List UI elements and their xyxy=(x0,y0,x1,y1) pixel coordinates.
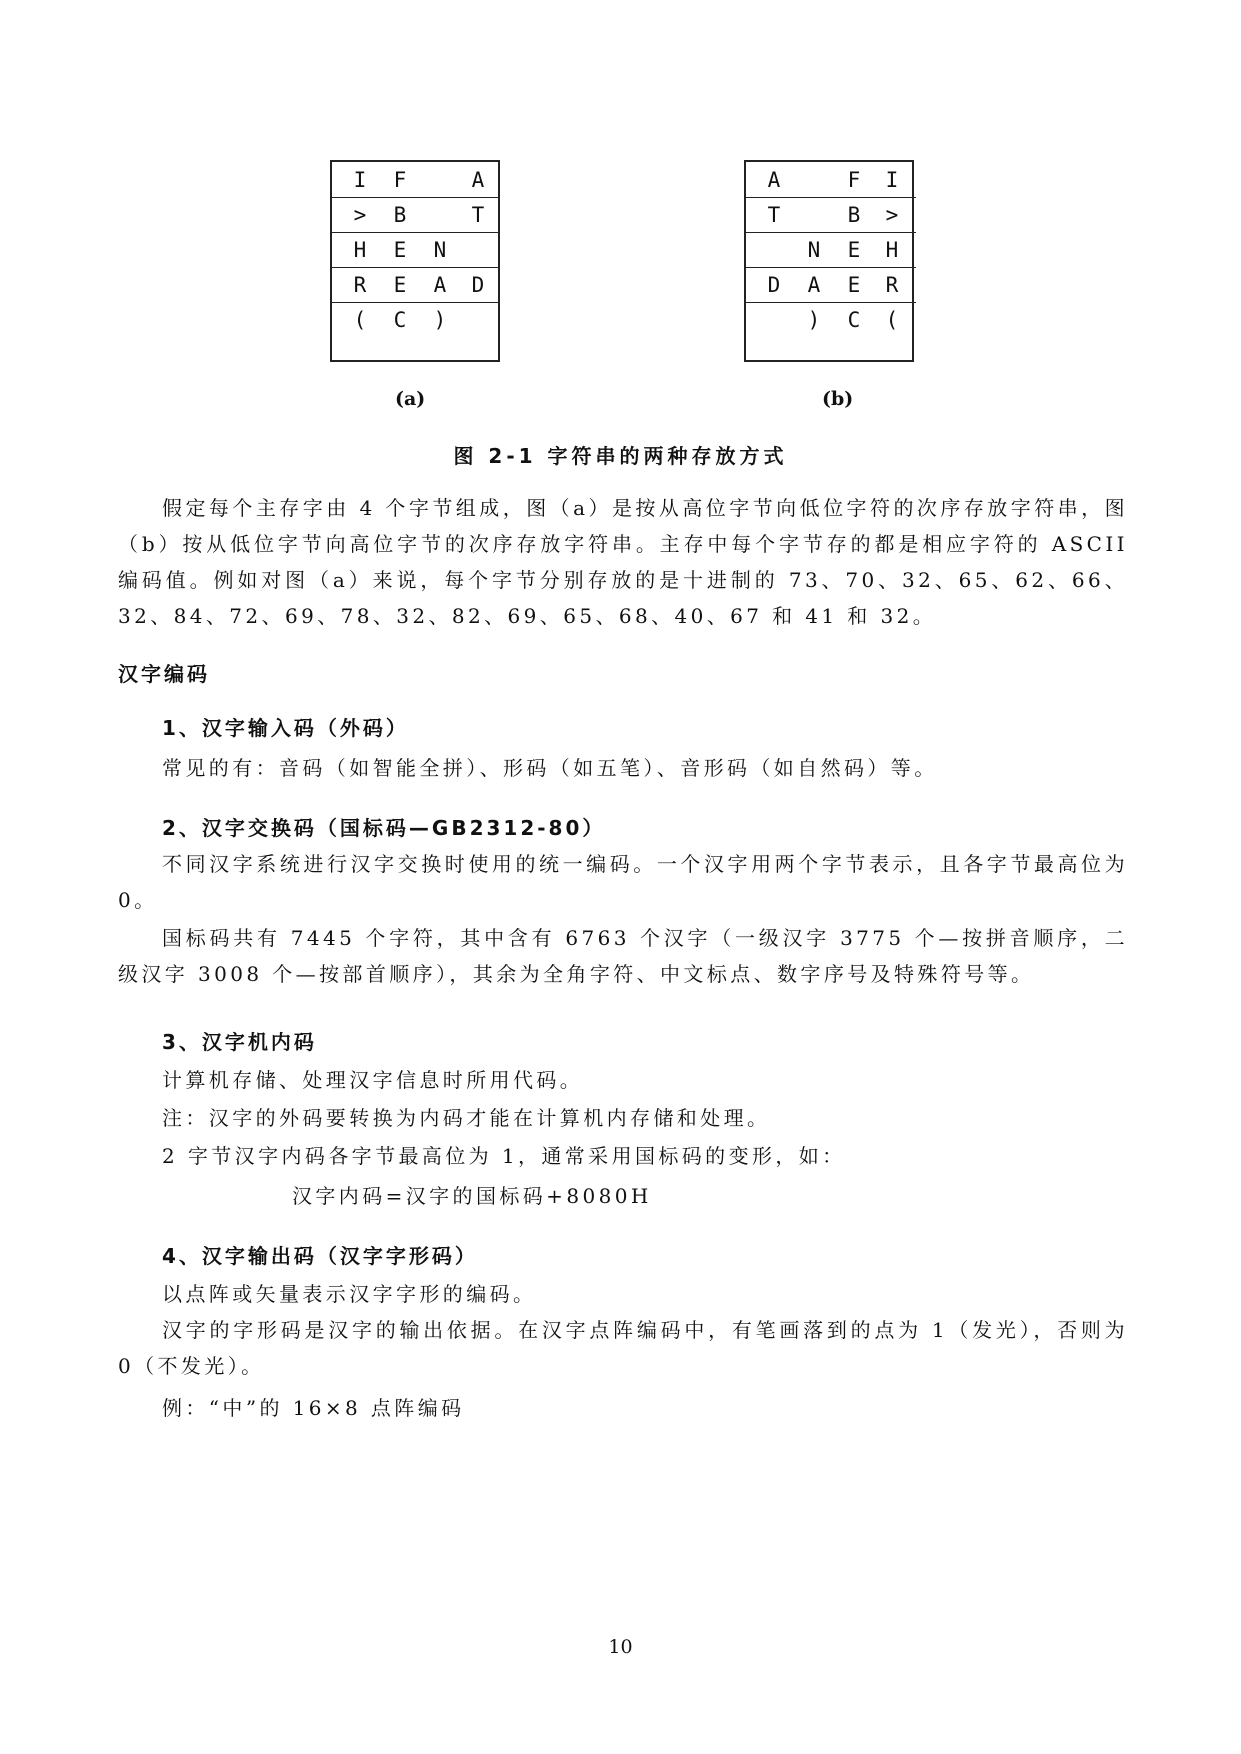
paragraph-storage-order: 假定每个主存字由 4 个字节组成，图（a）是按从高位字节向低位字符的次序存放字符串，图（b）按从低位字节向高位字节的次序存放字符串。主存中每个字节存的都是相应字符的 ASCII 编码值。例如对图（a）来说，每个字节分别存放的是十进制的 73、70、32、65、62、66、32、84、72、69、78、32、82、69、65、68、40、67 和 41 和 32。 xyxy=(118,496,1128,628)
section-title: 汉字编码 xyxy=(118,662,210,686)
byte-cell: H xyxy=(885,238,899,262)
byte-cell: T xyxy=(767,203,781,227)
memory-word-row xyxy=(746,302,912,338)
text-internal-code-2: 注：汉字的外码要转换为内码才能在计算机内存储和处理。 xyxy=(162,1106,771,1130)
byte-cell: C xyxy=(393,308,407,332)
byte-cell: E xyxy=(847,273,861,297)
memory-word-row xyxy=(332,162,498,198)
memory-word-row xyxy=(332,302,498,338)
byte-cell: R xyxy=(353,273,367,297)
memory-word-row xyxy=(746,197,912,233)
text-internal-code-1: 计算机存储、处理汉字信息时所用代码。 xyxy=(162,1068,584,1092)
text-output-code-3: 例：“中”的 16×8 点阵编码 xyxy=(162,1396,465,1420)
byte-cell: C xyxy=(847,308,861,332)
text-input-code: 常见的有：音码（如智能全拼）、形码（如五笔）、音形码（如自然码）等。 xyxy=(162,756,938,780)
memory-table-b xyxy=(744,160,914,362)
memory-word-row xyxy=(332,197,498,233)
memory-word-row xyxy=(746,232,912,268)
heading-input-code: 1、汉字输入码（外码） xyxy=(162,716,409,740)
byte-cell: N xyxy=(807,238,821,262)
text-output-code-2: 汉字的字形码是汉字的输出依据。在汉字点阵编码中，有笔画落到的点为 1（发光），否则为 0（不发光）。 xyxy=(118,1318,1128,1378)
figure-caption: 图 2-1 字符串的两种存放方式 xyxy=(453,444,788,468)
formula-internal-code: 汉字内码=汉字的国标码+8080H xyxy=(292,1184,652,1208)
memory-word-row xyxy=(746,162,912,198)
heading-internal-code: 3、汉字机内码 xyxy=(162,1030,317,1054)
byte-cell: D xyxy=(471,273,485,297)
text-internal-code-3: 2 字节汉字内码各字节最高位为 1，通常采用国标码的变形，如： xyxy=(162,1144,846,1168)
byte-cell: A xyxy=(433,273,447,297)
memory-word-row xyxy=(746,267,912,303)
byte-cell: E xyxy=(847,238,861,262)
byte-cell: I xyxy=(885,168,899,192)
byte-cell: > xyxy=(885,203,899,227)
byte-cell: D xyxy=(767,273,781,297)
byte-cell: A xyxy=(807,273,821,297)
figure-label-a: (a) xyxy=(395,388,426,410)
byte-cell: B xyxy=(847,203,861,227)
byte-cell: ( xyxy=(353,308,367,332)
byte-cell: I xyxy=(353,168,367,192)
text-output-code-1: 以点阵或矢量表示汉字字形的编码。 xyxy=(162,1282,537,1306)
byte-cell: A xyxy=(767,168,781,192)
text-exchange-code-1: 不同汉字系统进行汉字交换时使用的统一编码。一个汉字用两个字节表示，且各字节最高位为 0。 xyxy=(118,852,1128,912)
memory-table-a xyxy=(330,160,500,362)
byte-cell: F xyxy=(393,168,407,192)
heading-exchange-code: 2、汉字交换码（国标码—GB2312-80） xyxy=(162,816,606,840)
byte-cell: > xyxy=(353,203,367,227)
memory-word-row xyxy=(332,232,498,268)
byte-cell: E xyxy=(393,238,407,262)
byte-cell: ) xyxy=(807,308,821,332)
byte-cell: ) xyxy=(433,308,447,332)
byte-cell: N xyxy=(433,238,447,262)
figure-label-b: (b) xyxy=(822,388,854,410)
byte-cell: F xyxy=(847,168,861,192)
byte-cell: T xyxy=(471,203,485,227)
byte-cell: B xyxy=(393,203,407,227)
byte-cell: R xyxy=(885,273,899,297)
byte-cell: A xyxy=(471,168,485,192)
page-number: 10 xyxy=(608,1636,633,1658)
byte-cell: ( xyxy=(885,308,899,332)
heading-output-code: 4、汉字输出码（汉字字形码） xyxy=(162,1244,478,1268)
byte-cell: H xyxy=(353,238,367,262)
text-exchange-code-2: 国标码共有 7445 个字符，其中含有 6763 个汉字（一级汉字 3775 个—按拼音顺序，二级汉字 3008 个—按部首顺序），其余为全角字符、中文标点、数字序号及特殊符号等。 xyxy=(118,926,1128,986)
byte-cell: E xyxy=(393,273,407,297)
memory-word-row xyxy=(332,267,498,303)
